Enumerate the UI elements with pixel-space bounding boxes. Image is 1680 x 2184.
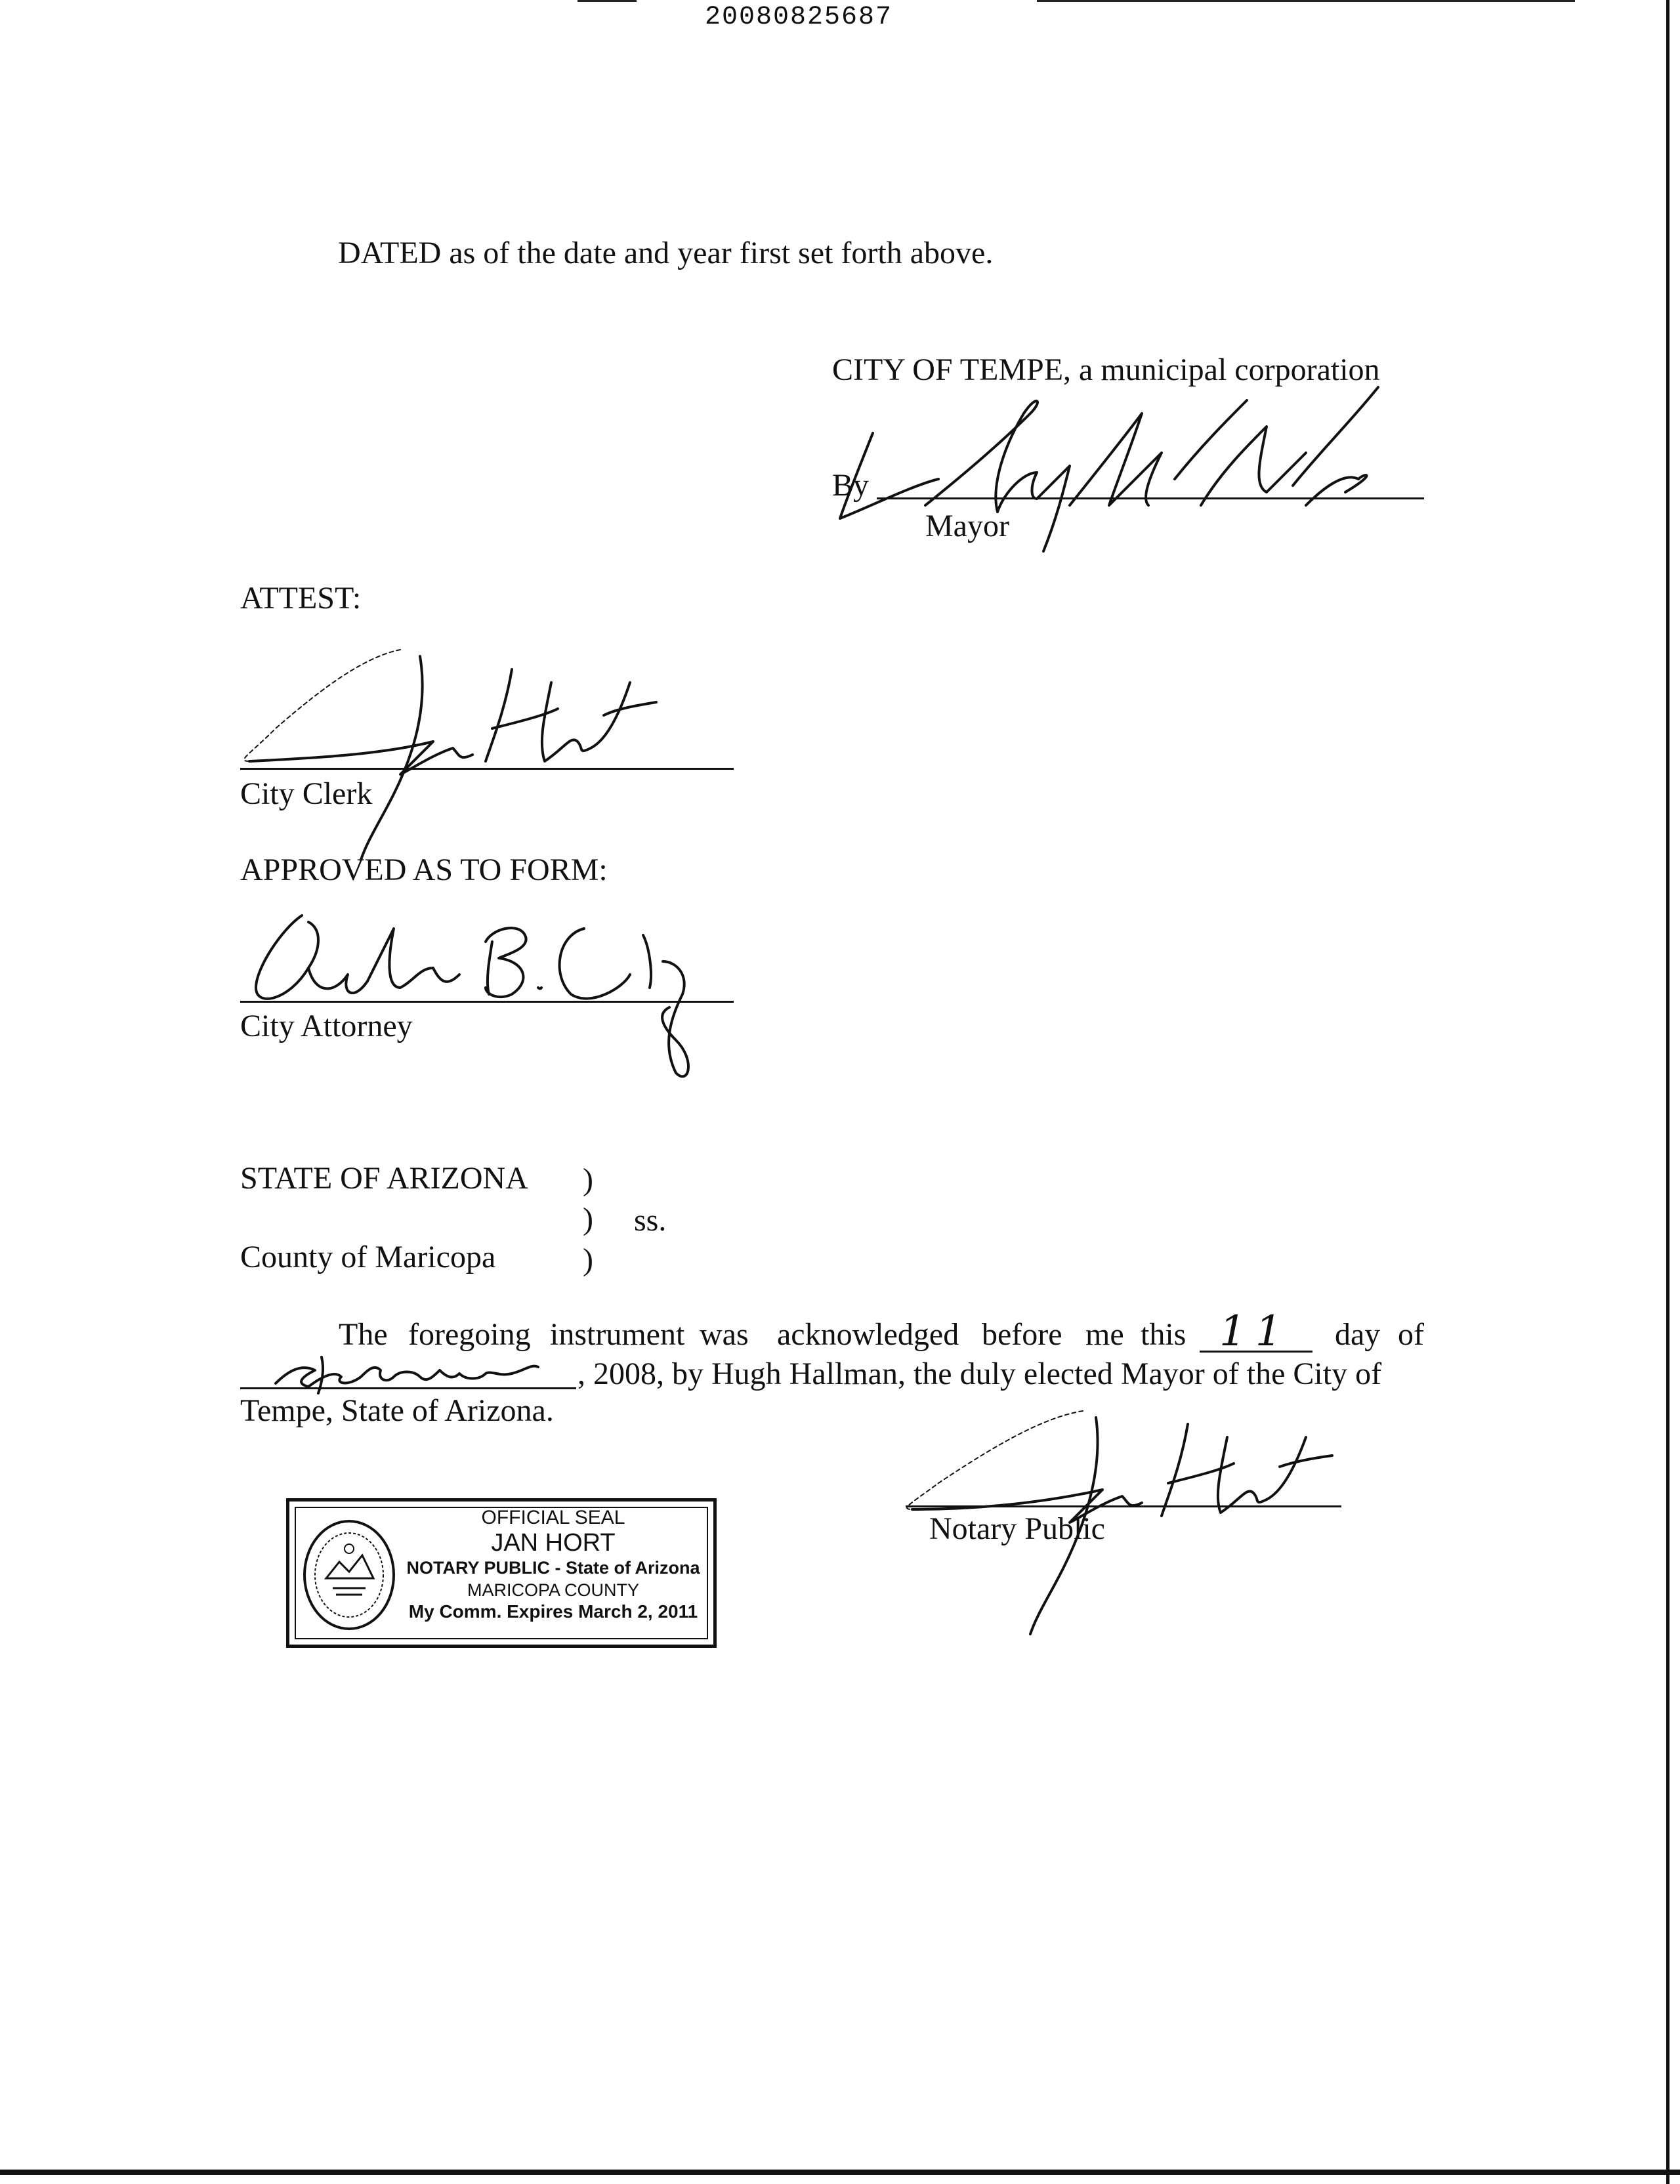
official-seal-stamp	[286, 1498, 717, 1648]
clerk-title: City Clerk	[240, 776, 373, 811]
ack-word-was: was	[700, 1317, 749, 1352]
notary-title: Notary Public	[929, 1511, 1105, 1546]
notary-signature	[899, 1404, 1345, 1641]
mayor-title: Mayor	[925, 509, 1009, 543]
mayor-signature	[833, 374, 1411, 558]
great-seal-of-arizona-icon	[300, 1516, 398, 1634]
ack-line2-text: , 2008, by Hugh Hallman, the duly elected Mayor of the City of	[578, 1356, 1382, 1391]
seal-line-name: JAN HORT	[491, 1529, 616, 1557]
ack-word-day: day	[1335, 1317, 1381, 1352]
ack-word-before: before	[982, 1317, 1062, 1352]
top-edge-mark-right	[1037, 0, 1575, 2]
page-bottom-border	[0, 2170, 1680, 2175]
attest-heading: ATTEST:	[240, 581, 362, 616]
state-label: STATE OF ARIZONA	[240, 1161, 528, 1196]
clerk-signature	[236, 643, 669, 879]
county-label: County of Maricopa	[240, 1240, 496, 1274]
city-entity-text: CITY OF TEMPE, a municipal corporation	[832, 352, 1380, 387]
venue-paren-3: )	[583, 1242, 593, 1277]
month-handwritten-signature	[262, 1351, 578, 1396]
dated-line: DATED as of the date and year first set forth above.	[338, 236, 994, 270]
ack-word-of: of	[1398, 1317, 1424, 1352]
seal-line-notary: NOTARY PUBLIC - State of Arizona	[406, 1558, 700, 1578]
by-label: By	[832, 468, 870, 503]
venue-paren-2: )	[583, 1202, 593, 1236]
ack-word-acknowledged: acknowledged	[777, 1317, 959, 1352]
ack-word-me: me	[1085, 1317, 1124, 1352]
seal-line-official: OFFICIAL SEAL	[481, 1507, 625, 1528]
seal-line-expiry: My Comm. Expires March 2, 2011	[408, 1601, 698, 1622]
ack-word-instrument: instrument	[550, 1317, 685, 1352]
ack-word-foregoing: foregoing	[408, 1317, 531, 1352]
document-number: 20080825687	[705, 3, 893, 32]
attorney-signature	[243, 902, 715, 1093]
ack-word-the: The	[339, 1317, 388, 1352]
approved-heading: APPROVED AS TO FORM:	[240, 852, 608, 887]
ack-line3-text: Tempe, State of Arizona.	[240, 1393, 554, 1428]
day-handwritten-value: 11	[1219, 1307, 1292, 1356]
ack-word-this: this	[1141, 1317, 1186, 1352]
page-right-border	[1666, 0, 1670, 2184]
ss-label: ss.	[634, 1203, 667, 1238]
attorney-title: City Attorney	[240, 1009, 413, 1043]
top-edge-mark-left	[578, 0, 637, 2]
seal-line-county: MARICOPA COUNTY	[467, 1580, 640, 1600]
venue-paren-1: )	[583, 1162, 593, 1197]
